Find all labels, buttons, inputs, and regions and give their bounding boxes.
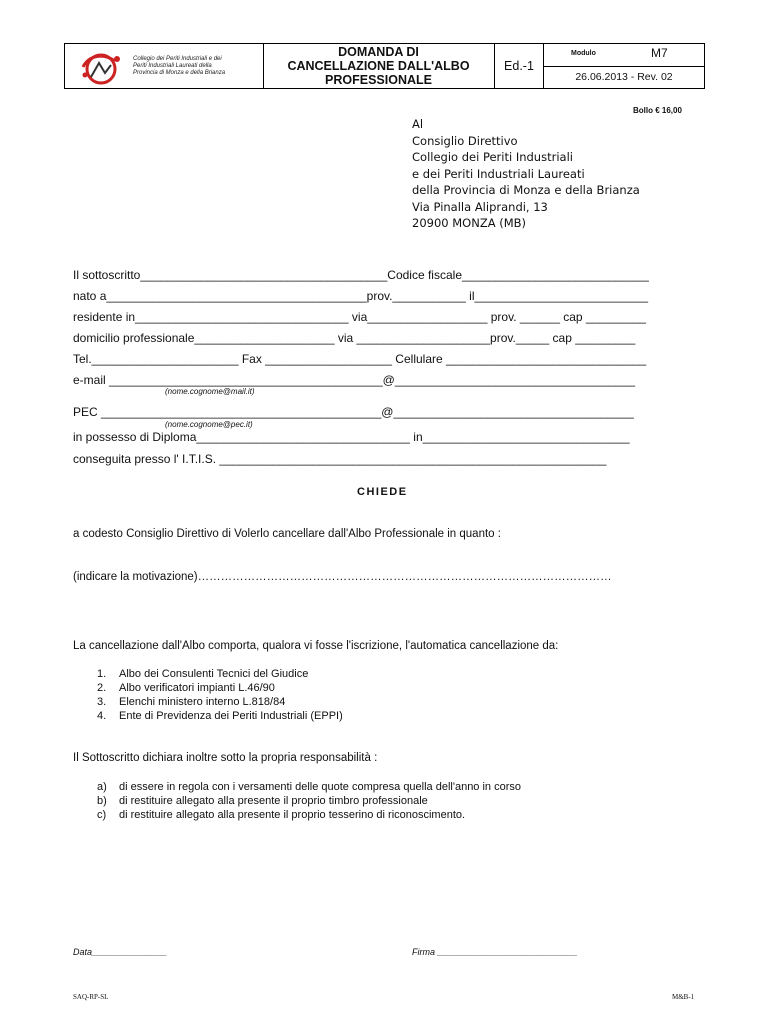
- cancellazione-intro: La cancellazione dall'Albo comporta, qualora vi fosse l'iscrizione, l'automatica cancellazione da:: [73, 640, 559, 652]
- logo-line-1: Collegio dei Periti Industriali e dei: [133, 56, 222, 62]
- modulo-label: Modulo: [571, 50, 596, 57]
- sottoscritto-field[interactable]: Il sottoscritto_____________________________________Codice fiscale____________________________: [73, 268, 649, 282]
- cancellazione-list: [97, 667, 343, 723]
- title-line-2: CANCELLAZIONE DALL'ALBO: [287, 59, 470, 73]
- nato-field[interactable]: nato a_______________________________________prov.___________ il__________________________: [73, 289, 649, 303]
- list-text: di restituire allegato alla presente il proprio timbro professionale: [119, 795, 428, 807]
- list-text: di essere in regola con i versamenti delle quote compresa quella dell'anno in corso: [119, 781, 521, 793]
- date-revision: 26.06.2013 - Rev. 02: [575, 71, 673, 83]
- recipient-line: Via Pinalla Aliprandi, 13: [412, 199, 548, 214]
- dichiara-list: [97, 780, 521, 822]
- header-logo-cell: [65, 44, 264, 88]
- dichiara-intro: Il Sottoscritto dichiara inoltre sotto la propria responsabilità :: [73, 752, 378, 764]
- domicilio-field[interactable]: domicilio professionale_____________________ via ____________________prov._____ cap _________: [73, 331, 636, 345]
- list-text: Elenchi ministero interno L.818/84: [119, 696, 286, 708]
- data-field[interactable]: Data_______________: [73, 947, 168, 957]
- itis-field[interactable]: conseguita presso l' I.T.I.S. __________________________________________________________: [73, 452, 607, 466]
- modulo-code: M7: [651, 46, 668, 60]
- edition: Ed.-1: [495, 44, 544, 88]
- footer-left: SAQ-RP-SL: [73, 993, 109, 1001]
- recipient-line: Collegio dei Periti Industriali: [412, 150, 573, 164]
- list-item: [97, 780, 521, 794]
- form-title: [263, 44, 495, 88]
- list-number: 3.: [97, 696, 107, 708]
- list-text: Ente di Previdenza dei Periti Industriali (EPPI): [119, 710, 343, 722]
- modulo-cell: [543, 44, 705, 67]
- list-text: Albo dei Consulenti Tecnici del Giudice: [119, 668, 309, 680]
- firma-field[interactable]: Firma ____________________________: [412, 947, 578, 957]
- tel-field[interactable]: Tel.______________________ Fax ___________________ Cellulare ______________________________: [73, 352, 647, 366]
- diploma-field[interactable]: in possesso di Diploma________________________________ in_______________________________: [73, 430, 630, 444]
- recipient-line: e dei Periti Industriali Laureati: [412, 166, 585, 181]
- logo-text: [133, 56, 225, 77]
- recipient-line: Al: [412, 117, 424, 131]
- title-line-1: DOMANDA DI: [338, 45, 419, 59]
- list-text: Albo verificatori impianti L.46/90: [119, 682, 275, 694]
- email-field[interactable]: e-mail _________________________________________@____________________________________: [73, 373, 636, 387]
- recipient-line: della Provincia di Monza e della Brianza: [412, 183, 640, 197]
- pec-field[interactable]: PEC __________________________________________@____________________________________: [73, 405, 634, 419]
- email-hint: (nome.cognome@mail.it): [165, 387, 255, 396]
- list-item: [97, 695, 343, 709]
- chiede-heading: CHIEDE: [357, 486, 408, 498]
- header-table: [64, 43, 705, 89]
- title-line-3: PROFESSIONALE: [325, 73, 432, 87]
- recipient-address: [412, 116, 640, 232]
- motivazione-field[interactable]: (indicare la motivazione)………………………………………………………………………………………………: [73, 571, 612, 583]
- college-logo-icon: [73, 47, 133, 87]
- list-letter: c): [97, 809, 107, 821]
- list-text: di restituire allegato alla presente il proprio tesserino di riconoscimento.: [119, 809, 466, 821]
- footer-right: M&B-1: [672, 993, 695, 1001]
- list-number: 1.: [97, 668, 107, 680]
- list-letter: b): [97, 795, 107, 807]
- list-item: [97, 794, 521, 808]
- pec-hint: (nome.cognome@pec.it): [165, 420, 253, 429]
- list-number: 4.: [97, 710, 107, 722]
- list-item: [97, 709, 343, 723]
- logo-line-3: Provincia di Monza e della Brianza: [133, 70, 226, 76]
- list-item: [97, 667, 343, 681]
- list-letter: a): [97, 781, 107, 793]
- list-item: [97, 808, 521, 822]
- logo-line-2: Periti Industriali Laureati della: [133, 63, 212, 69]
- residente-field[interactable]: residente in________________________________ via__________________ prov. ______ cap _________: [73, 310, 646, 324]
- list-item: [97, 681, 343, 695]
- list-number: 2.: [97, 682, 107, 694]
- bollo: Bollo € 16,00: [633, 106, 682, 115]
- recipient-line: 20900 MONZA (MB): [412, 216, 527, 230]
- recipient-line: Consiglio Direttivo: [412, 133, 518, 148]
- request-text: a codesto Consiglio Direttivo di Volerlo cancellare dall'Albo Professionale in quanto :: [73, 528, 501, 540]
